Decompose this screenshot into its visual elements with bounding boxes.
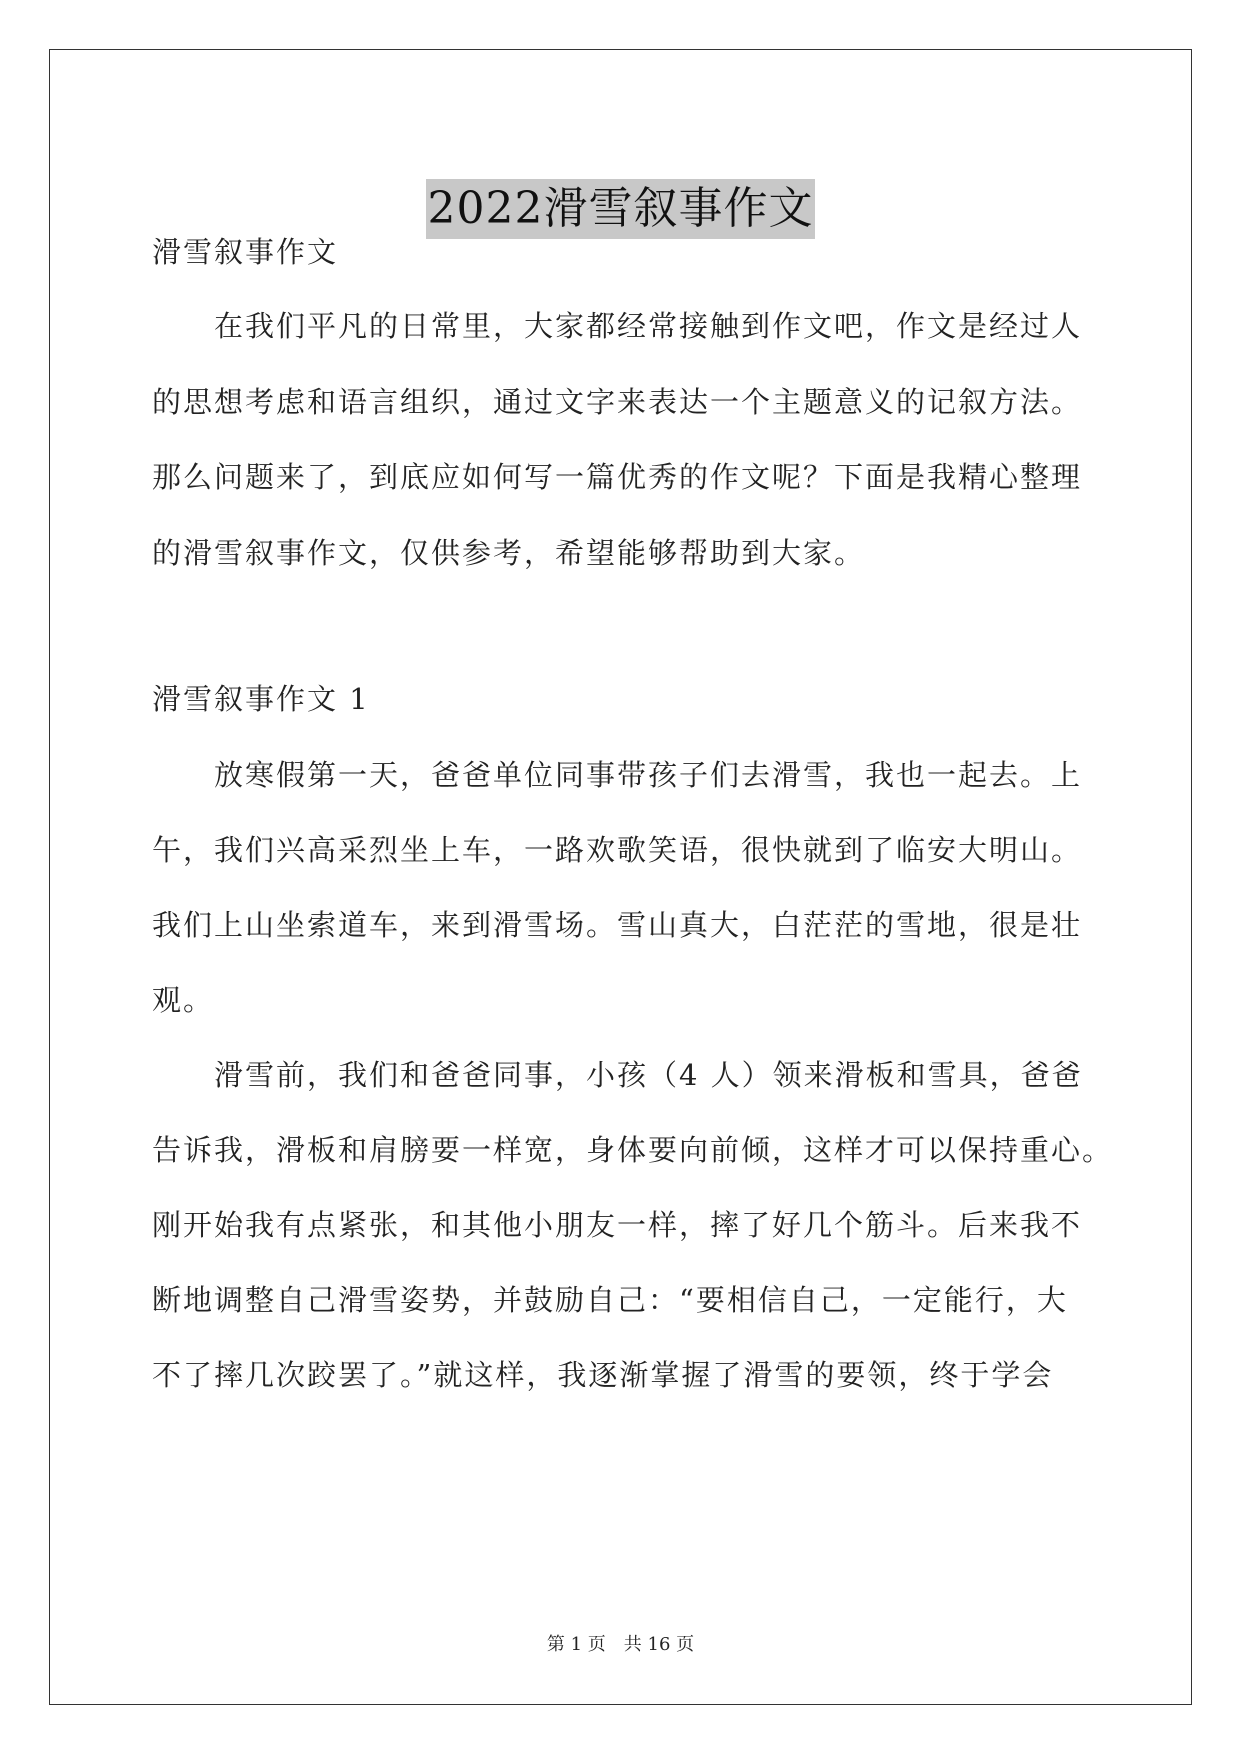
document-body [152, 232, 1114, 1395]
paragraph-2 [152, 1055, 1114, 1395]
text-line: 放寒假第一天，爸爸单位同事带孩子们去滑雪，我也一起去。上 [214, 758, 1083, 792]
text-line: 午，我们兴高采烈坐上车，一路欢歌笑语，很快就到了临安大明山。 [152, 833, 1083, 867]
text-line: 的滑雪叙事作文，仅供参考，希望能够帮助到大家。 [152, 536, 866, 570]
text-line: 刚开始我有点紧张，和其他小朋友一样，摔了好几个筋斗。后来我不 [152, 1208, 1083, 1242]
text-line: 我们上山坐索道车，来到滑雪场。雪山真大，白茫茫的雪地，很是壮 [152, 908, 1083, 942]
text-line: 断地调整自己滑雪姿势，并鼓励自己：“要相信自己，一定能行，大 [152, 1283, 1068, 1317]
section-heading: 滑雪叙事作文 1 [152, 682, 370, 716]
text-line: 不了摔几次跤罢了。”就这样，我逐渐掌握了滑雪的要领，终于学会 [152, 1358, 1054, 1392]
intro-paragraph [152, 306, 1102, 573]
text-line: 的思想考虑和语言组织，通过文字来表达一个主题意义的记叙方法。 [152, 385, 1083, 419]
text-line: 在我们平凡的日常里，大家都经常接触到作文吧，作文是经过人 [214, 309, 1083, 343]
text-line: 观。 [152, 983, 215, 1017]
text-line: 滑雪前，我们和爸爸同事，小孩（4 人）领来滑板和雪具，爸爸 [214, 1058, 1083, 1092]
document-title: 2022滑雪叙事作文 [426, 179, 816, 239]
text-line: 告诉我，滑板和肩膀要一样宽，身体要向前倾，这样才可以保持重心。 [152, 1133, 1114, 1167]
subtitle: 滑雪叙事作文 [152, 235, 339, 269]
paragraph-1 [152, 755, 1102, 1020]
text-line: 那么问题来了，到底应如何写一篇优秀的作文呢？下面是我精心整理 [152, 460, 1083, 494]
page-number: 第 1 页 共 16 页 [546, 1634, 695, 1655]
